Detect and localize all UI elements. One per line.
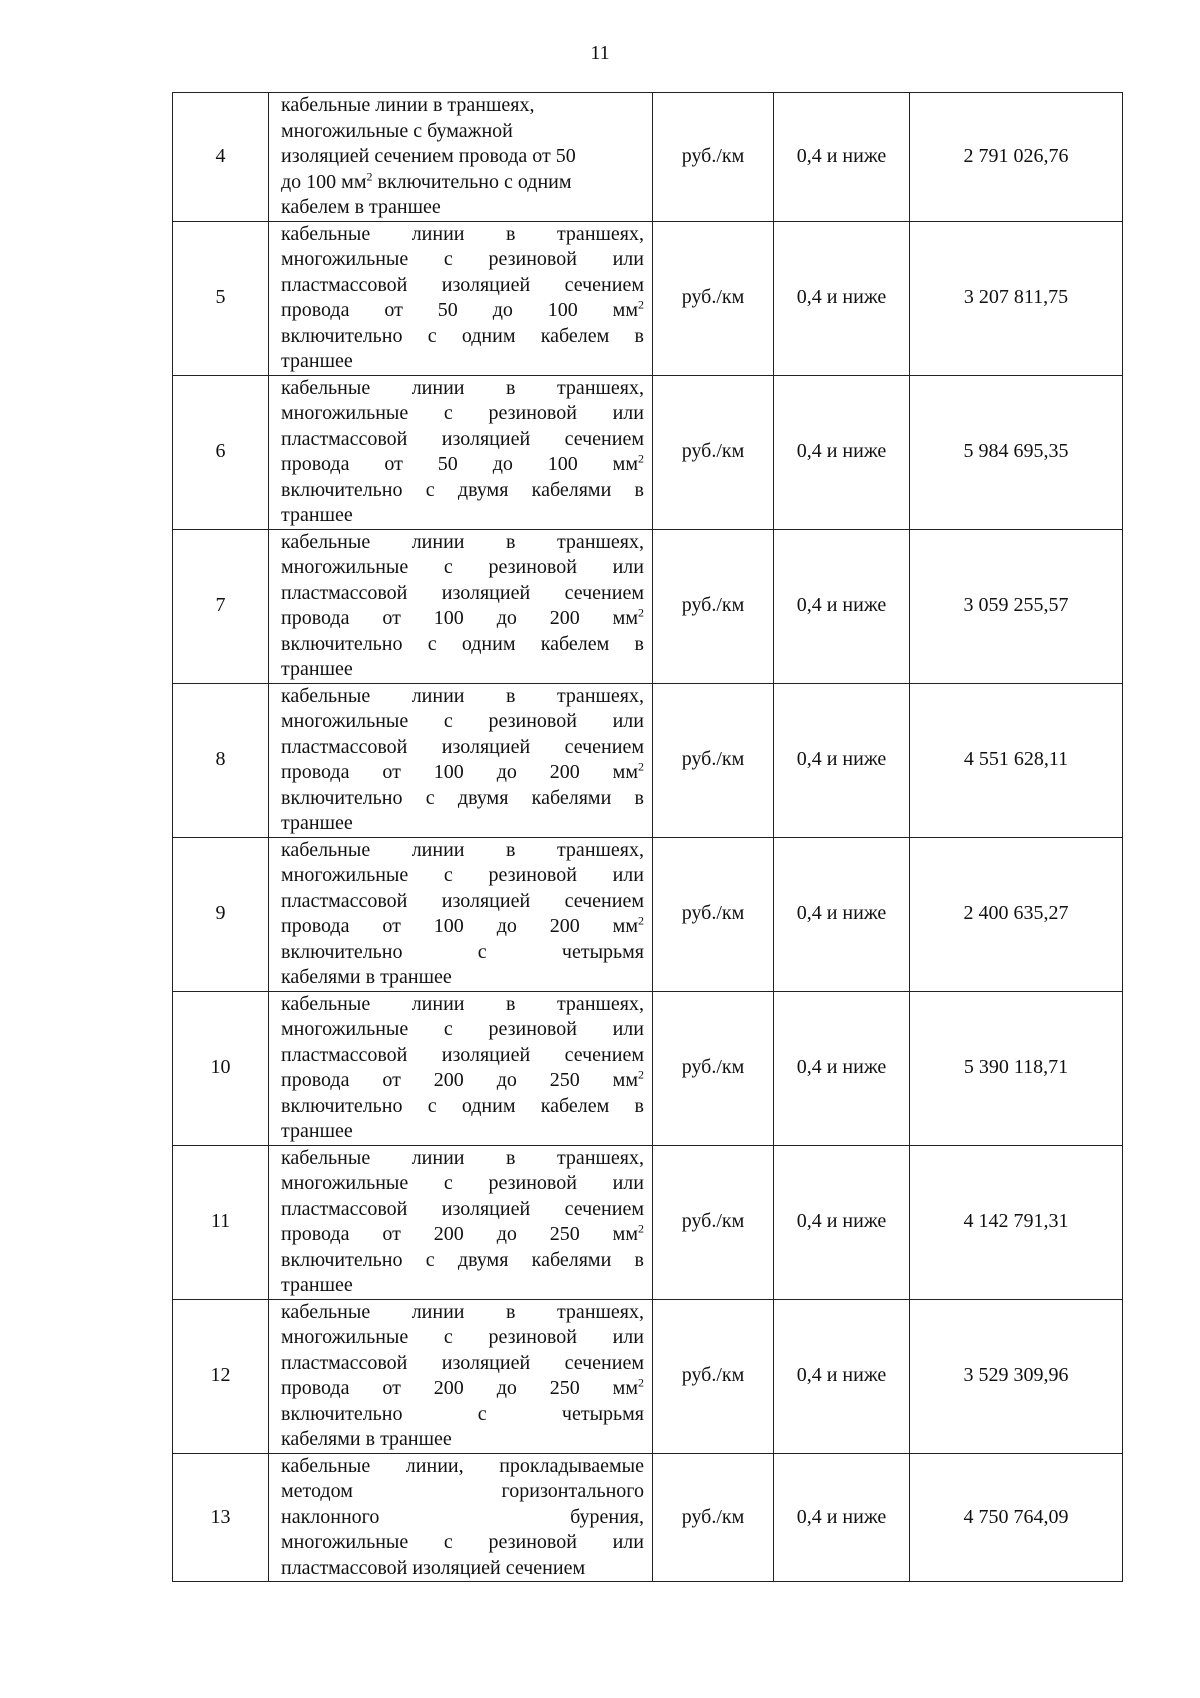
description-line: до 100 $мм^2$ включительно с одним xyxy=(281,168,572,193)
table-body xyxy=(173,93,1123,1582)
description-line: многожильные с резиновой или xyxy=(281,1531,644,1553)
description-line: многожильные с бумажной xyxy=(281,119,513,142)
row-number: 9 xyxy=(173,837,269,991)
description-line: провода от 200 до 250 $мм^2$ xyxy=(281,1067,644,1091)
description-line: многожильные с резиновой или xyxy=(281,710,644,732)
row-unit: руб./км xyxy=(653,93,774,222)
row-price: 5 390 118,71 xyxy=(910,991,1123,1145)
row-voltage: 0,4 и ниже xyxy=(774,1145,910,1299)
table-row xyxy=(173,529,1123,683)
description-line: пластмассовой изоляцией сечением xyxy=(281,1197,644,1220)
description-line: пластмассовой изоляцией сечением xyxy=(281,735,644,758)
row-voltage: 0,4 и ниже xyxy=(774,991,910,1145)
description-line: наклонного бурения, xyxy=(281,1505,644,1528)
superscript: 2 xyxy=(638,1375,644,1390)
table-row xyxy=(173,221,1123,375)
description-line: включительно с четырьмя xyxy=(281,1402,644,1425)
row-description xyxy=(269,1145,653,1299)
description-line: кабелями в траншее xyxy=(281,1428,452,1450)
description-line: траншее xyxy=(281,1274,353,1296)
description-line: многожильные с резиновой или xyxy=(281,864,644,886)
description-line: кабельные линии в траншеях, xyxy=(281,530,644,553)
description-line: траншее xyxy=(281,812,353,834)
row-description xyxy=(269,375,653,529)
row-description xyxy=(269,837,653,991)
row-description xyxy=(269,529,653,683)
description-line: траншее xyxy=(281,658,353,680)
row-price: 3 059 255,57 xyxy=(910,529,1123,683)
table-row xyxy=(173,837,1123,991)
description-line: кабельные линии в траншеях, xyxy=(281,992,644,1015)
row-description xyxy=(269,991,653,1145)
row-price: 4 551 628,11 xyxy=(910,683,1123,837)
superscript: 2 xyxy=(638,1221,644,1236)
description-line: кабельные линии в траншеях, xyxy=(281,684,644,707)
description-line: кабелями в траншее xyxy=(281,966,452,988)
description-line: многожильные с резиновой или xyxy=(281,1172,644,1194)
description-line: кабельные линии в траншеях, xyxy=(281,222,644,245)
description-line: траншее xyxy=(281,1120,353,1142)
row-number: 13 xyxy=(173,1453,269,1582)
description-line: включительно с одним кабелем в xyxy=(281,324,644,347)
description-line: провода от 50 до 100 $мм^2$ xyxy=(281,297,644,321)
description-line: многожильные с резиновой или xyxy=(281,556,644,578)
description-line: провода от 200 до 250 $мм^2$ xyxy=(281,1221,644,1245)
row-price: 2 400 635,27 xyxy=(910,837,1123,991)
row-voltage: 0,4 и ниже xyxy=(774,1453,910,1582)
row-price: 4 142 791,31 xyxy=(910,1145,1123,1299)
table-row xyxy=(173,991,1123,1145)
table-row xyxy=(173,1453,1123,1582)
description-line: многожильные с резиновой или xyxy=(281,248,644,270)
row-price: 3 529 309,96 xyxy=(910,1299,1123,1453)
row-number: 4 xyxy=(173,93,269,222)
description-line: пластмассовой изоляцией сечением xyxy=(281,427,644,450)
row-price: 2 791 026,76 xyxy=(910,93,1123,222)
description-line: пластмассовой изоляцией сечением xyxy=(281,1351,644,1374)
table-row xyxy=(173,1299,1123,1453)
row-voltage: 0,4 и ниже xyxy=(774,1299,910,1453)
row-number: 12 xyxy=(173,1299,269,1453)
description-line: многожильные с резиновой или xyxy=(281,1326,644,1348)
description-line: кабельные линии в траншеях, xyxy=(281,94,535,116)
row-description xyxy=(269,683,653,837)
row-unit: руб./км xyxy=(653,1299,774,1453)
description-line: включительно с одним кабелем в xyxy=(281,632,644,655)
row-description xyxy=(269,1299,653,1453)
row-voltage: 0,4 и ниже xyxy=(774,837,910,991)
row-number: 7 xyxy=(173,529,269,683)
description-line: провода от 100 до 200 $мм^2$ xyxy=(281,605,644,629)
table-row xyxy=(173,93,1123,222)
description-line: кабельные линии, прокладываемые xyxy=(281,1454,644,1477)
row-unit: руб./км xyxy=(653,1145,774,1299)
description-line: траншее xyxy=(281,504,353,526)
row-description xyxy=(269,93,653,222)
description-line: кабельные линии в траншеях, xyxy=(281,1300,644,1323)
description-line: включительно с двумя кабелями в xyxy=(281,1248,644,1271)
description-line: кабелем в траншее xyxy=(281,196,441,218)
row-unit: руб./км xyxy=(653,683,774,837)
row-voltage: 0,4 и ниже xyxy=(774,93,910,222)
description-line: включительно с четырьмя xyxy=(281,940,644,963)
description-line: кабельные линии в траншеях, xyxy=(281,1146,644,1169)
description-line: провода от 100 до 200 $мм^2$ xyxy=(281,913,644,937)
row-price: 5 984 695,35 xyxy=(910,375,1123,529)
table-row xyxy=(173,683,1123,837)
description-line: многожильные с резиновой или xyxy=(281,402,644,424)
row-number: 6 xyxy=(173,375,269,529)
row-voltage: 0,4 и ниже xyxy=(774,221,910,375)
description-line: провода от 50 до 100 $мм^2$ xyxy=(281,451,644,475)
row-price: 3 207 811,75 xyxy=(910,221,1123,375)
page-number: 11 xyxy=(590,42,610,64)
tariff-table xyxy=(172,92,1123,1582)
description-line: кабельные линии в траншеях, xyxy=(281,838,644,861)
description-line: методом горизонтального xyxy=(281,1480,644,1502)
description-line: пластмассовой изоляцией сечением xyxy=(281,1043,644,1066)
table-row xyxy=(173,1145,1123,1299)
description-line: провода от 200 до 250 $мм^2$ xyxy=(281,1375,644,1399)
row-unit: руб./км xyxy=(653,221,774,375)
row-unit: руб./км xyxy=(653,375,774,529)
superscript: 2 xyxy=(638,451,644,466)
row-description xyxy=(269,221,653,375)
description-line: включительно с одним кабелем в xyxy=(281,1094,644,1117)
description-line: пластмассовой изоляцией сечением xyxy=(281,1556,586,1579)
row-voltage: 0,4 и ниже xyxy=(774,375,910,529)
superscript: 2 xyxy=(638,1067,644,1082)
row-number: 11 xyxy=(173,1145,269,1299)
superscript: 2 xyxy=(638,759,644,774)
superscript: 2 xyxy=(638,297,644,312)
row-unit: руб./км xyxy=(653,529,774,683)
superscript: 2 xyxy=(638,913,644,928)
description-line: изоляцией сечением провода от 50 xyxy=(281,145,576,167)
table-row xyxy=(173,375,1123,529)
row-description xyxy=(269,1453,653,1582)
row-voltage: 0,4 и ниже xyxy=(774,529,910,683)
row-unit: руб./км xyxy=(653,837,774,991)
description-line: включительно с двумя кабелями в xyxy=(281,478,644,501)
superscript: 2 xyxy=(638,605,644,620)
description-line: провода от 100 до 200 $мм^2$ xyxy=(281,759,644,783)
description-line: траншее xyxy=(281,350,353,372)
row-unit: руб./км xyxy=(653,1453,774,1582)
row-number: 10 xyxy=(173,991,269,1145)
description-line: пластмассовой изоляцией сечением xyxy=(281,273,644,296)
row-price: 4 750 764,09 xyxy=(910,1453,1123,1582)
description-line: многожильные с резиновой или xyxy=(281,1018,644,1040)
row-voltage: 0,4 и ниже xyxy=(774,683,910,837)
row-number: 8 xyxy=(173,683,269,837)
description-line: включительно с двумя кабелями в xyxy=(281,786,644,809)
description-line: пластмассовой изоляцией сечением xyxy=(281,889,644,912)
description-line: пластмассовой изоляцией сечением xyxy=(281,581,644,604)
description-line: кабельные линии в траншеях, xyxy=(281,376,644,399)
row-unit: руб./км xyxy=(653,991,774,1145)
superscript: 2 xyxy=(366,168,373,183)
row-number: 5 xyxy=(173,221,269,375)
